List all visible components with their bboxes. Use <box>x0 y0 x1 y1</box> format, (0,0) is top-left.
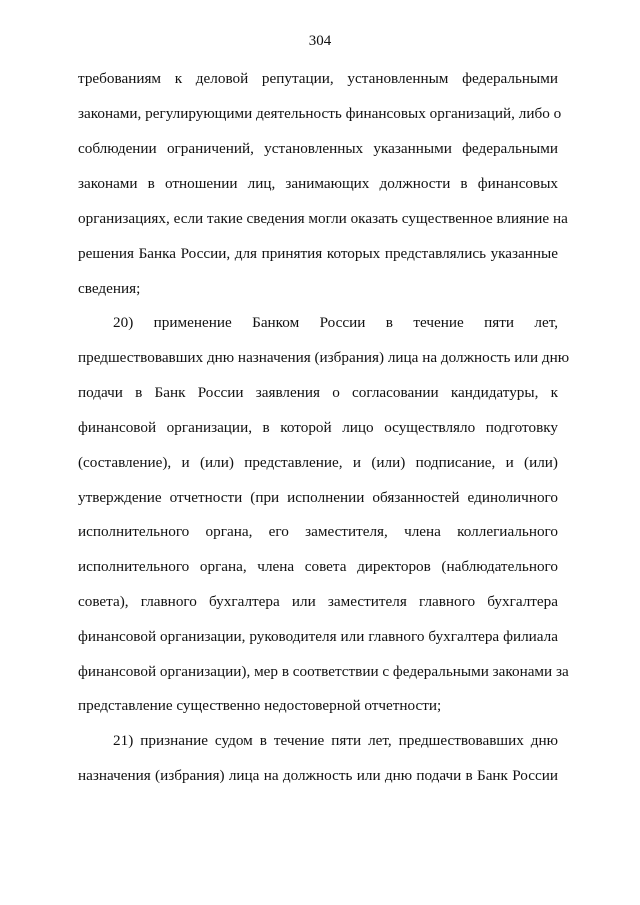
paragraph-line: представление существенно недостоверной отчетности; <box>78 697 442 714</box>
paragraph-line: совета), главного бухгалтера или заместителя главного бухгалтера <box>78 593 558 610</box>
paragraph-line: подачи в Банк России заявления о согласовании кандидатуры, к <box>78 384 558 401</box>
paragraph-line: соблюдении ограничений, установленных указанными федеральными <box>78 140 558 157</box>
paragraph-line: 21) признание судом в течение пяти лет, предшествовавших дню <box>113 732 558 749</box>
paragraph-line: требованиям к деловой репутации, установленным федеральными <box>78 70 558 87</box>
paragraph-line: решения Банка России, для принятия которых представлялись указанные <box>78 245 558 262</box>
paragraph-line: законами, регулирующими деятельность финансовых организаций, либо о <box>78 105 562 122</box>
paragraph-line: 20) применение Банком России в течение пяти лет, <box>113 314 558 331</box>
paragraph-line: законами в отношении лиц, занимающих должности в финансовых <box>78 175 558 192</box>
paragraph-line: сведения; <box>78 280 141 297</box>
page-number: 304 <box>308 33 332 49</box>
paragraph-line: финансовой организации, руководителя или главного бухгалтера филиала <box>78 628 558 645</box>
paragraph-line: назначения (избрания) лица на должность или дню подачи в Банк России <box>78 767 558 784</box>
paragraph-line: (составление), и (или) представление, и (или) подписание, и (или) <box>78 454 558 471</box>
paragraph-line: финансовой организации), мер в соответствии с федеральными законами за <box>78 663 569 680</box>
paragraph-line: предшествовавших дню назначения (избрания) лица на должность или дню <box>78 349 570 366</box>
paragraph-line: исполнительного органа, его заместителя, члена коллегиального <box>78 523 558 540</box>
paragraph-line: организациях, если такие сведения могли оказать существенное влияние на <box>78 210 568 227</box>
paragraph-line: исполнительного органа, члена совета директоров (наблюдательного <box>78 558 558 575</box>
paragraph-line: финансовой организации, в которой лицо осуществляло подготовку <box>78 419 558 436</box>
paragraph-line: утверждение отчетности (при исполнении обязанностей единоличного <box>78 489 558 506</box>
